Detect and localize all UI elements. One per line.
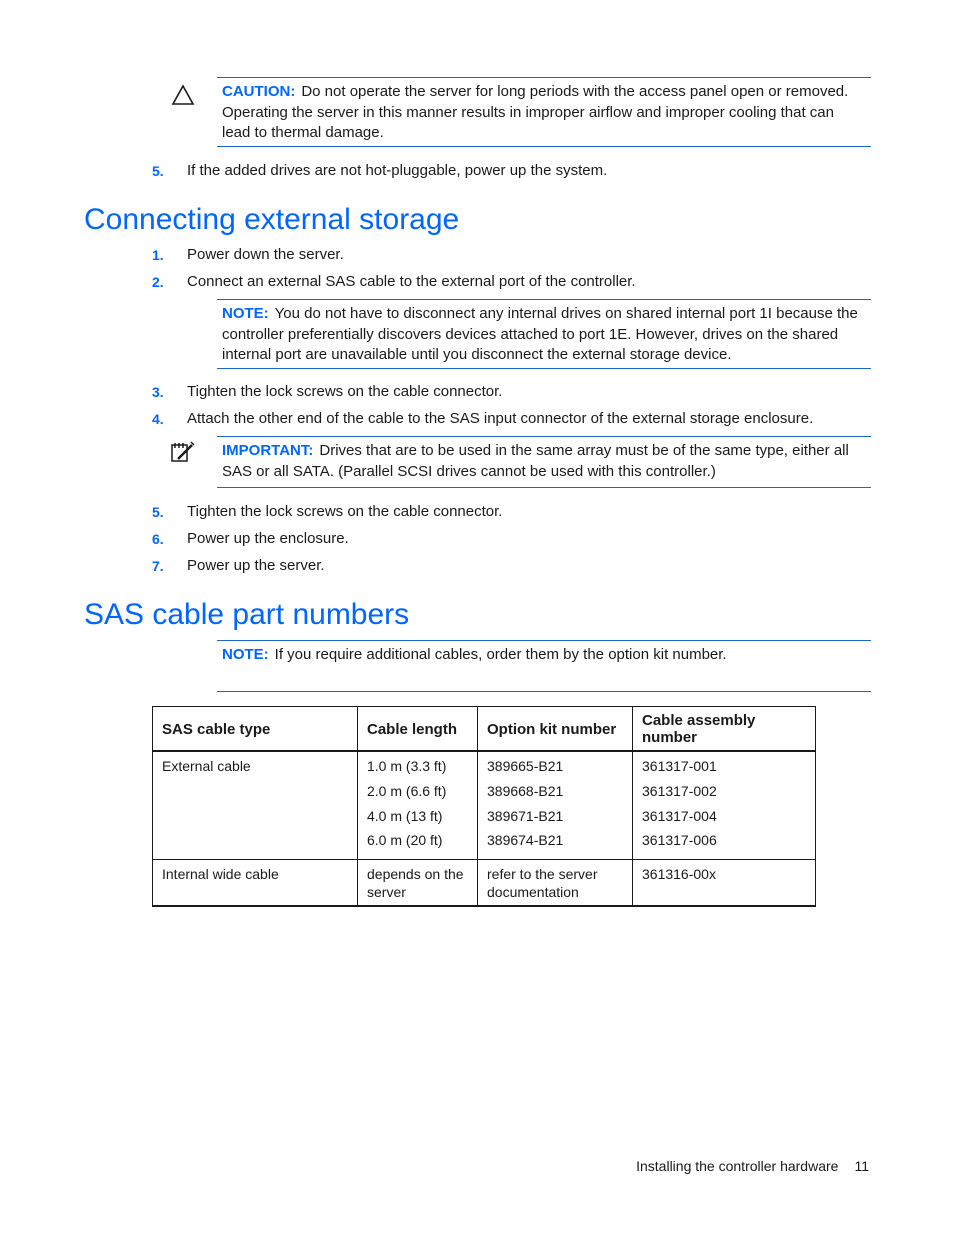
step-text: Tighten the lock screws on the cable connector. bbox=[187, 383, 503, 400]
caution-triangle-icon bbox=[171, 84, 195, 106]
note-text: You do not have to disconnect any internal drives on shared internal port 1I because the controller preferentially discovers devices attached to port 1E. However, drives on the shared internal port are unavailable until you disconnect the external storage device. bbox=[222, 305, 858, 363]
footer-text: Installing the controller hardware bbox=[636, 1158, 839, 1174]
page-footer bbox=[636, 1158, 869, 1174]
cable-length: depends on the server bbox=[358, 860, 478, 907]
caution-notice bbox=[217, 77, 871, 147]
table-header-row bbox=[153, 707, 816, 752]
caution-tag: CAUTION: bbox=[222, 83, 296, 100]
note-tag: NOTE: bbox=[222, 305, 269, 322]
important-tag: IMPORTANT: bbox=[222, 442, 314, 459]
step-text: Attach the other end of the cable to the SAS input connector of the external storage enclosure. bbox=[187, 410, 814, 427]
step-number: 1. bbox=[152, 247, 164, 263]
step-text: Power down the server. bbox=[187, 246, 344, 263]
assembly-number-cell bbox=[633, 751, 816, 860]
step-number: 2. bbox=[152, 274, 164, 290]
note-notice bbox=[217, 640, 871, 692]
cable-type: Internal wide cable bbox=[153, 860, 358, 907]
note-tag: NOTE: bbox=[222, 646, 269, 663]
page-number: 11 bbox=[854, 1158, 869, 1174]
option-kit-number: 389668-B21 bbox=[487, 782, 564, 799]
option-kit-number: 389665-B21 bbox=[487, 758, 564, 774]
cable-length-cell bbox=[358, 751, 478, 860]
cable-type: External cable bbox=[162, 758, 251, 774]
step-number: 3. bbox=[152, 384, 164, 400]
assembly-number: 361317-001 bbox=[642, 758, 717, 774]
column-header: Cable assembly number bbox=[633, 707, 816, 752]
step-number: 7. bbox=[152, 558, 164, 574]
step-text: Power up the enclosure. bbox=[187, 530, 349, 547]
step-text: Tighten the lock screws on the cable connector. bbox=[187, 503, 503, 520]
important-pencil-icon bbox=[170, 440, 196, 464]
step-text: Connect an external SAS cable to the external port of the controller. bbox=[187, 273, 636, 290]
step-number: 5. bbox=[152, 163, 164, 179]
option-kit-cell bbox=[478, 751, 633, 860]
sas-cable-table bbox=[152, 706, 816, 907]
assembly-number: 361317-006 bbox=[642, 832, 717, 849]
assembly-number: 361317-004 bbox=[642, 807, 717, 824]
option-kit-number: refer to the server documentation bbox=[478, 860, 633, 907]
cable-type-cell bbox=[153, 751, 358, 860]
step-text: Power up the server. bbox=[187, 557, 325, 574]
step-text: If the added drives are not hot-pluggable, power up the system. bbox=[187, 162, 608, 179]
important-notice bbox=[217, 436, 871, 488]
cable-length: 6.0 m (20 ft) bbox=[367, 832, 443, 849]
caution-text: Do not operate the server for long periods with the access panel open or removed. Operating the server in this manner results in improper airflow and improper cooling that can lead to thermal damage. bbox=[222, 83, 849, 141]
step-number: 6. bbox=[152, 531, 164, 547]
option-kit-number: 389671-B21 bbox=[487, 807, 564, 824]
cable-length: 4.0 m (13 ft) bbox=[367, 807, 443, 824]
column-header: SAS cable type bbox=[153, 707, 358, 752]
column-header: Cable length bbox=[358, 707, 478, 752]
note-notice bbox=[217, 299, 871, 369]
table-row bbox=[153, 751, 816, 860]
note-text: If you require additional cables, order them by the option kit number. bbox=[274, 646, 727, 663]
section-title-sas-cable-part-numbers: SAS cable part numbers bbox=[84, 598, 410, 631]
table-row bbox=[153, 860, 816, 907]
step-number: 4. bbox=[152, 411, 164, 427]
option-kit-number: 389674-B21 bbox=[487, 832, 564, 849]
important-text: Drives that are to be used in the same array must be of the same type, either all SAS or all SATA. (Parallel SCSI drives cannot be used with this controller.) bbox=[222, 442, 849, 480]
step-number: 5. bbox=[152, 504, 164, 520]
column-header: Option kit number bbox=[478, 707, 633, 752]
cable-length: 2.0 m (6.6 ft) bbox=[367, 782, 447, 799]
assembly-number: 361317-002 bbox=[642, 782, 717, 799]
assembly-number: 361316-00x bbox=[633, 860, 816, 907]
cable-length: 1.0 m (3.3 ft) bbox=[367, 758, 447, 774]
section-title-connecting-external-storage: Connecting external storage bbox=[84, 203, 460, 236]
